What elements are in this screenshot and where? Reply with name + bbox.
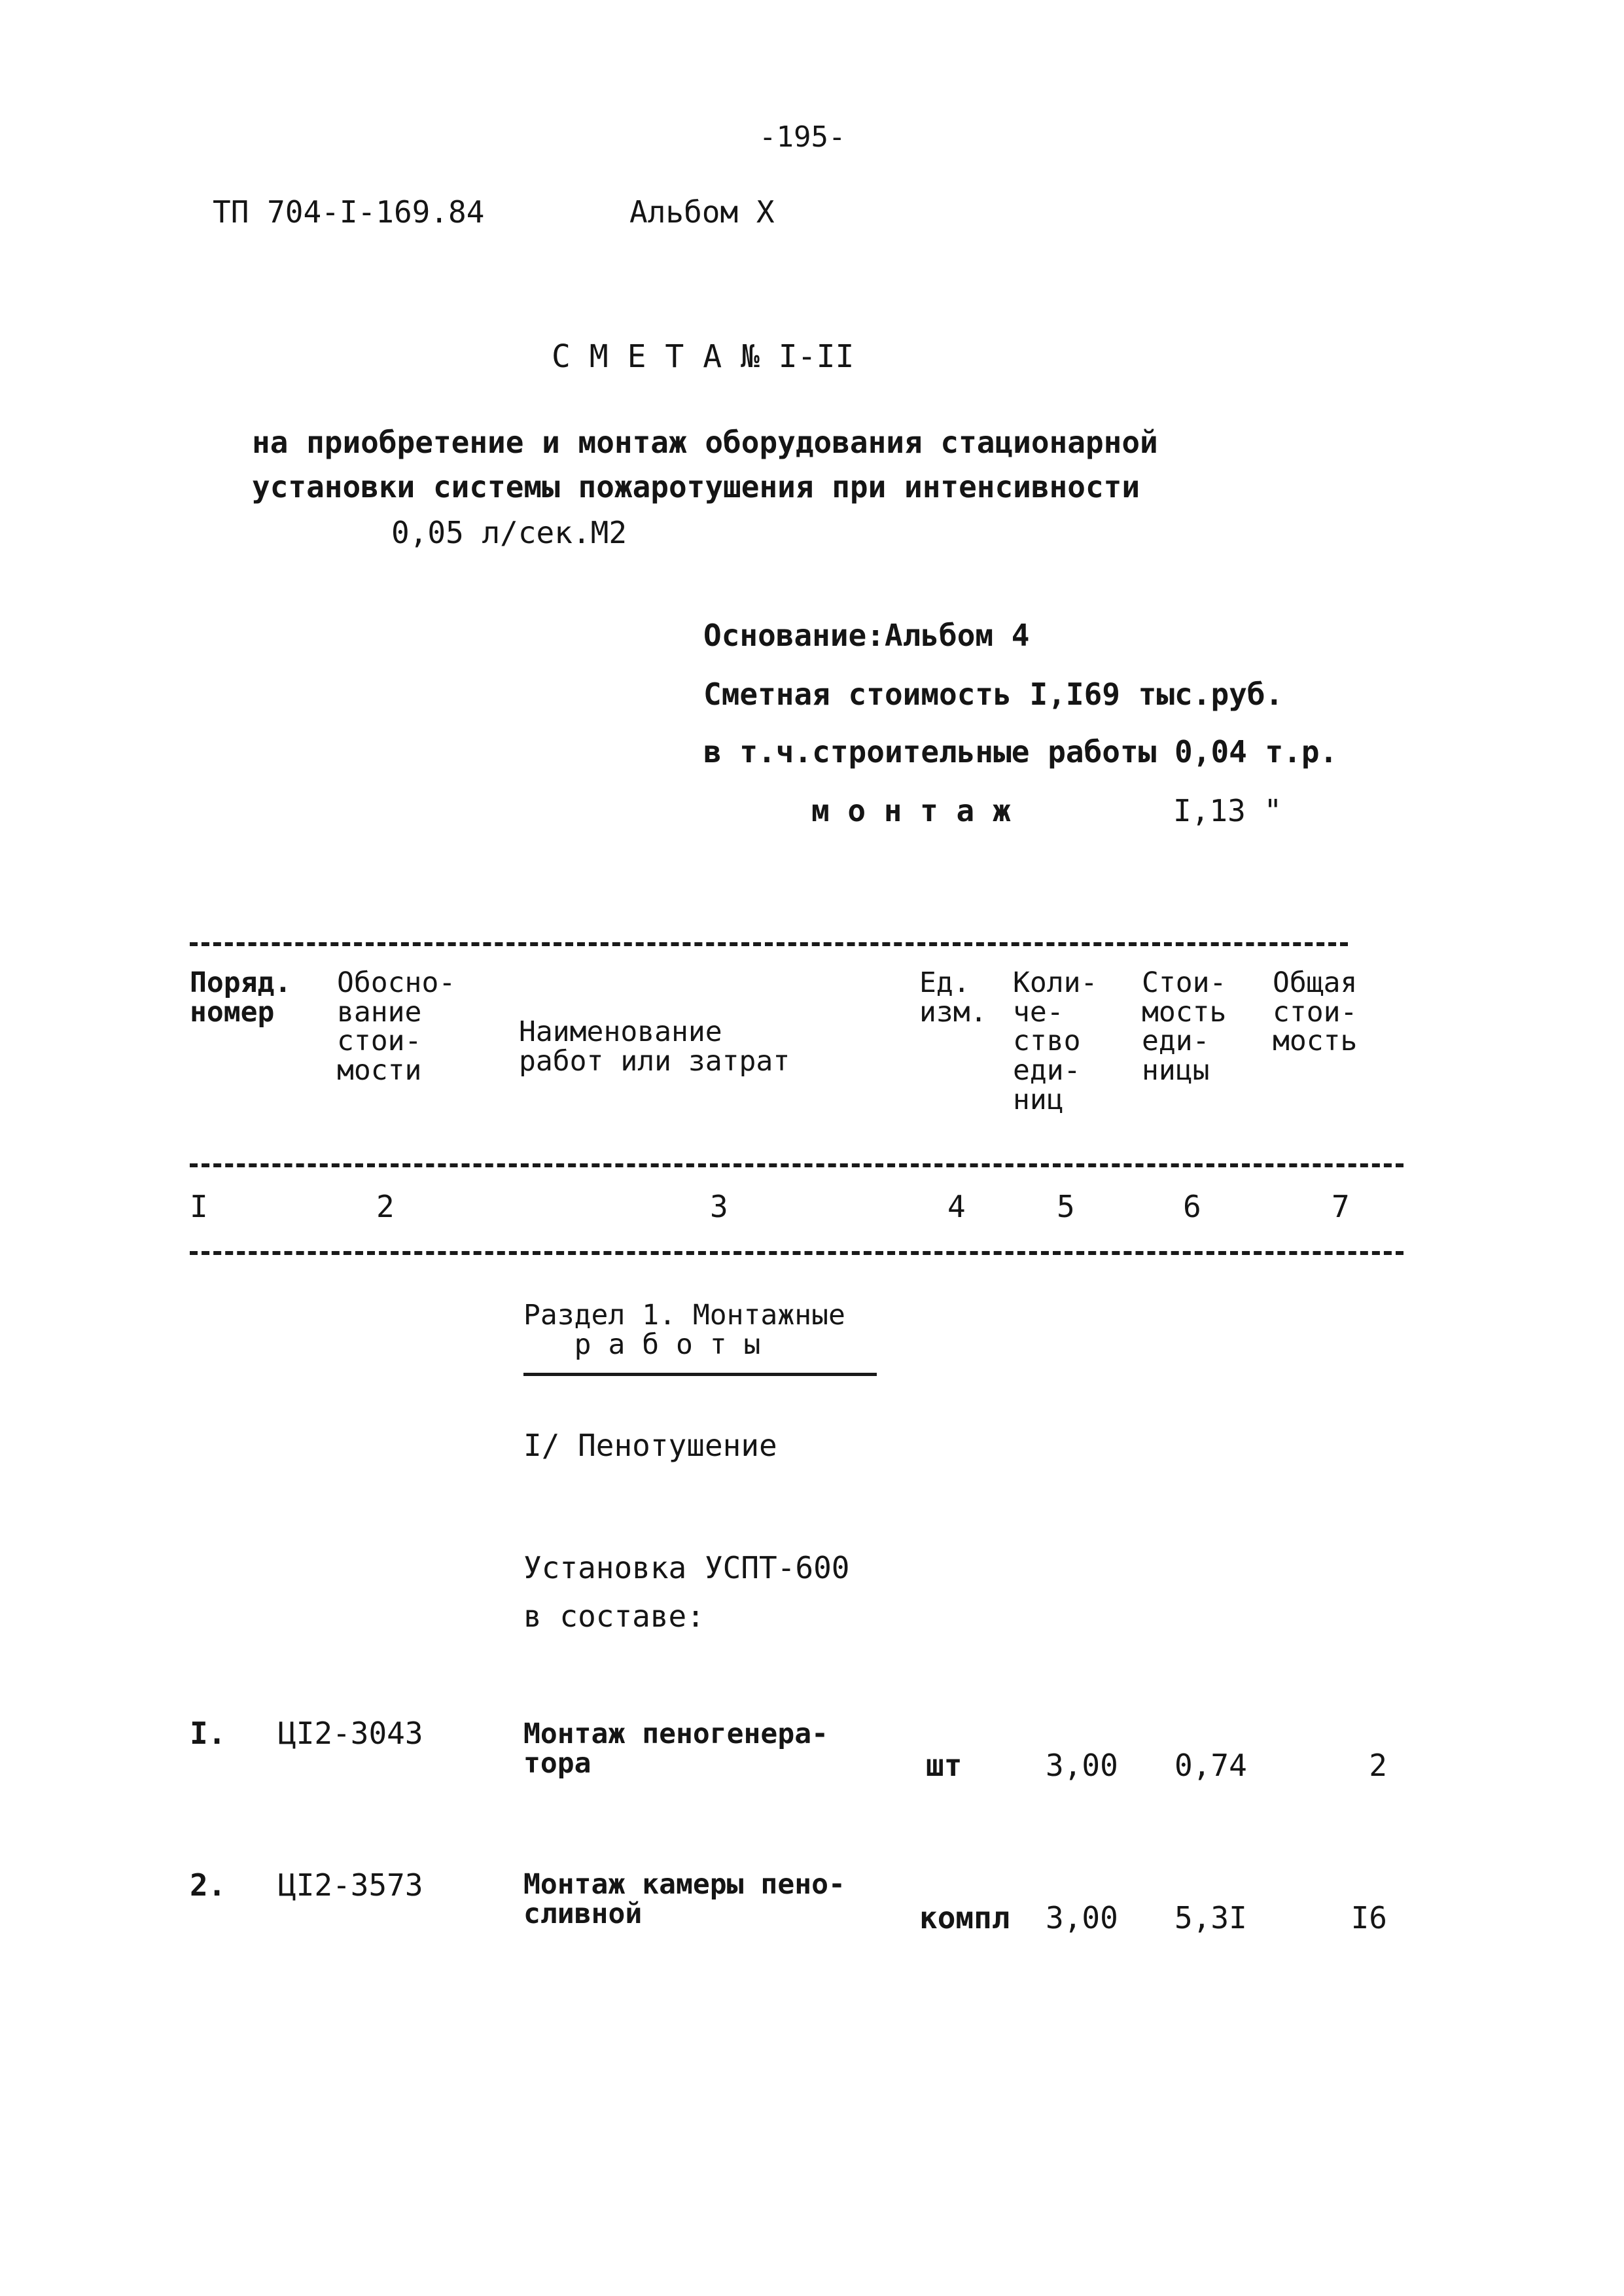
estimate-title: С М Е Т А № I-II: [552, 338, 855, 375]
subtitle-line-3: 0,05 л/сек.М2: [391, 515, 627, 550]
row-1-total: 2: [1369, 1748, 1387, 1783]
installation-value: I,13 ": [1173, 793, 1282, 828]
row-1-basis: ЦI2-3043: [278, 1716, 423, 1751]
column-number-4: 4: [947, 1189, 966, 1224]
estimated-cost: Сметная стоимость I,I69 тыс.руб.: [703, 677, 1284, 712]
row-2-name: Монтаж камеры пено- сливной: [523, 1868, 845, 1930]
table-top-rule: [190, 942, 1348, 946]
column-number-7: 7: [1332, 1189, 1350, 1224]
page-number: -195-: [759, 120, 846, 154]
subtitle-line-1: на приобретение и монтаж оборудования стационарной: [252, 425, 1158, 460]
header-cost-basis: Обосно- вание стои- мости: [337, 966, 456, 1087]
subtitle-line-2: установки системы пожаротушения при интенсивности: [252, 469, 1140, 504]
row-2-unit: компл: [919, 1900, 1010, 1935]
row-2-unit-cost: 5,3I: [1174, 1900, 1247, 1935]
header-bottom-rule: [190, 1163, 1403, 1167]
basis-label: Основание:Альбом 4: [703, 618, 1030, 653]
header-unit: Ед. изм.: [919, 966, 987, 1029]
group-label: Установка УСПТ-600 в составе:: [523, 1550, 850, 1634]
row-2-total: I6: [1350, 1900, 1387, 1935]
subsection-title: I/ Пенотушение: [523, 1428, 777, 1463]
row-1-quantity: 3,00: [1046, 1748, 1118, 1783]
section-title-underline: [523, 1373, 877, 1376]
row-2-number: 2.: [190, 1867, 226, 1903]
column-number-5: 5: [1057, 1189, 1075, 1224]
header-work-name: Наименование работ или затрат: [519, 1016, 790, 1078]
column-number-6: 6: [1183, 1189, 1201, 1224]
installation-label: м о н т а ж: [811, 793, 1011, 828]
row-1-name: Монтаж пеногенера- тора: [523, 1718, 828, 1780]
section-title: Раздел 1. Монтажные р а б о т ы: [523, 1299, 845, 1361]
column-number-3: 3: [710, 1189, 728, 1224]
document-code: ТП 704-I-169.84: [213, 194, 485, 230]
column-number-2: 2: [376, 1189, 395, 1224]
header-quantity: Коли- че- ство еди- ниц: [1013, 966, 1098, 1116]
header-unit-cost: Стои- мость еди- ницы: [1142, 966, 1227, 1087]
row-1-unit-cost: 0,74: [1174, 1748, 1247, 1783]
construction-cost: в т.ч.строительные работы 0,04 т.р.: [703, 734, 1338, 769]
column-numbers-bottom-rule: [190, 1251, 1403, 1255]
row-2-basis: ЦI2-3573: [278, 1867, 423, 1903]
row-2-quantity: 3,00: [1046, 1900, 1118, 1935]
album-label: Альбом X: [629, 194, 775, 230]
column-number-1: I: [190, 1189, 208, 1224]
row-1-number: I.: [190, 1716, 226, 1751]
header-total-cost: Общая стои- мость: [1273, 966, 1358, 1058]
row-1-unit: шт: [926, 1748, 962, 1783]
header-order-number: Поряд. номер: [190, 966, 292, 1029]
